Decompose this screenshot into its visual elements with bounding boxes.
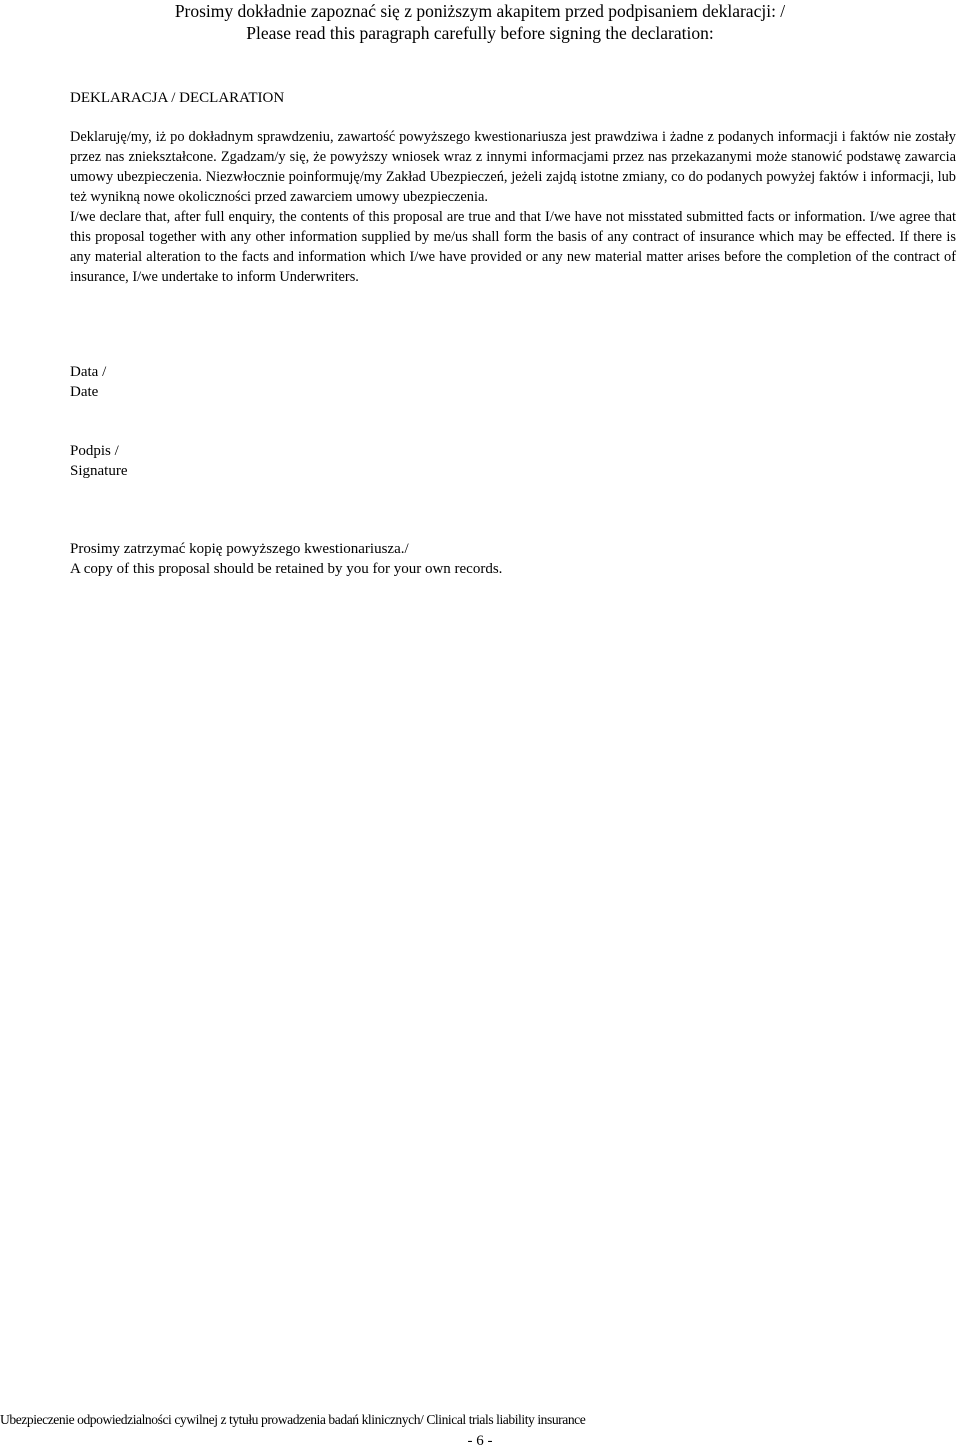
declaration-body [70, 127, 956, 287]
date-label-pl: Data / [70, 364, 107, 380]
signature-label-pl: Podpis / [70, 443, 119, 459]
signature-label-en: Signature [70, 463, 128, 479]
page-number: - 6 - [467, 1433, 493, 1449]
date-label-en: Date [70, 384, 99, 400]
copy-note-pl: Prosimy zatrzymać kopię powyższego kwestionariusza./ [70, 541, 409, 557]
footer-document-title: Ubezpieczenie odpowiedzialności cywilnej z tytułu prowadzenia badań klinicznych/ Clinical trials liability insurance [0, 1412, 586, 1427]
instruction-heading-en: Please read this paragraph carefully before signing the declaration: [246, 23, 714, 43]
signature-field [70, 441, 128, 481]
copy-note [70, 539, 502, 579]
copy-note-en: A copy of this proposal should be retained by you for your own records. [70, 561, 503, 577]
instruction-heading [0, 0, 960, 44]
date-field [70, 362, 106, 402]
instruction-heading-pl: Prosimy dokładnie zapoznać się z poniższym akapitem przed podpisaniem deklaracji: / [174, 1, 786, 21]
declaration-paragraph-en: I/we declare that, after full enquiry, the contents of this proposal are true and that I/we have not misstated submitted facts or information. I/we agree that this proposal together with any other information supplied by me/us shall form the basis of any contract of insurance which may be effected. If there is any material alteration to the facts and information which I/we have provided or any new material matter arises before the completion of the contract of insurance, I/we undertake to inform Underwriters. [70, 209, 956, 285]
declaration-paragraph-pl: Deklaruję/my, iż po dokładnym sprawdzeniu, zawartość powyższego kwestionariusza jest prawdziwa i żadne z podanych informacji i faktów nie zostały przez nas zniekształcone. Zgadzam/y się, że powyższy wniosek wraz z innymi informacjami przez nas przekazanymi może stanowić podstawę zawarcia umowy ubezpieczenia. Niezwłocznie poinformuję/my Zakład Ubezpieczeń, jeżeli zajdą istotne zmiany, co do podanych powyżej faktów i informacji, lub też wynikną nowe okoliczności przed zawarciem umowy ubezpieczenia. [70, 129, 956, 205]
declaration-title: DEKLARACJA / DECLARATION [70, 90, 285, 106]
